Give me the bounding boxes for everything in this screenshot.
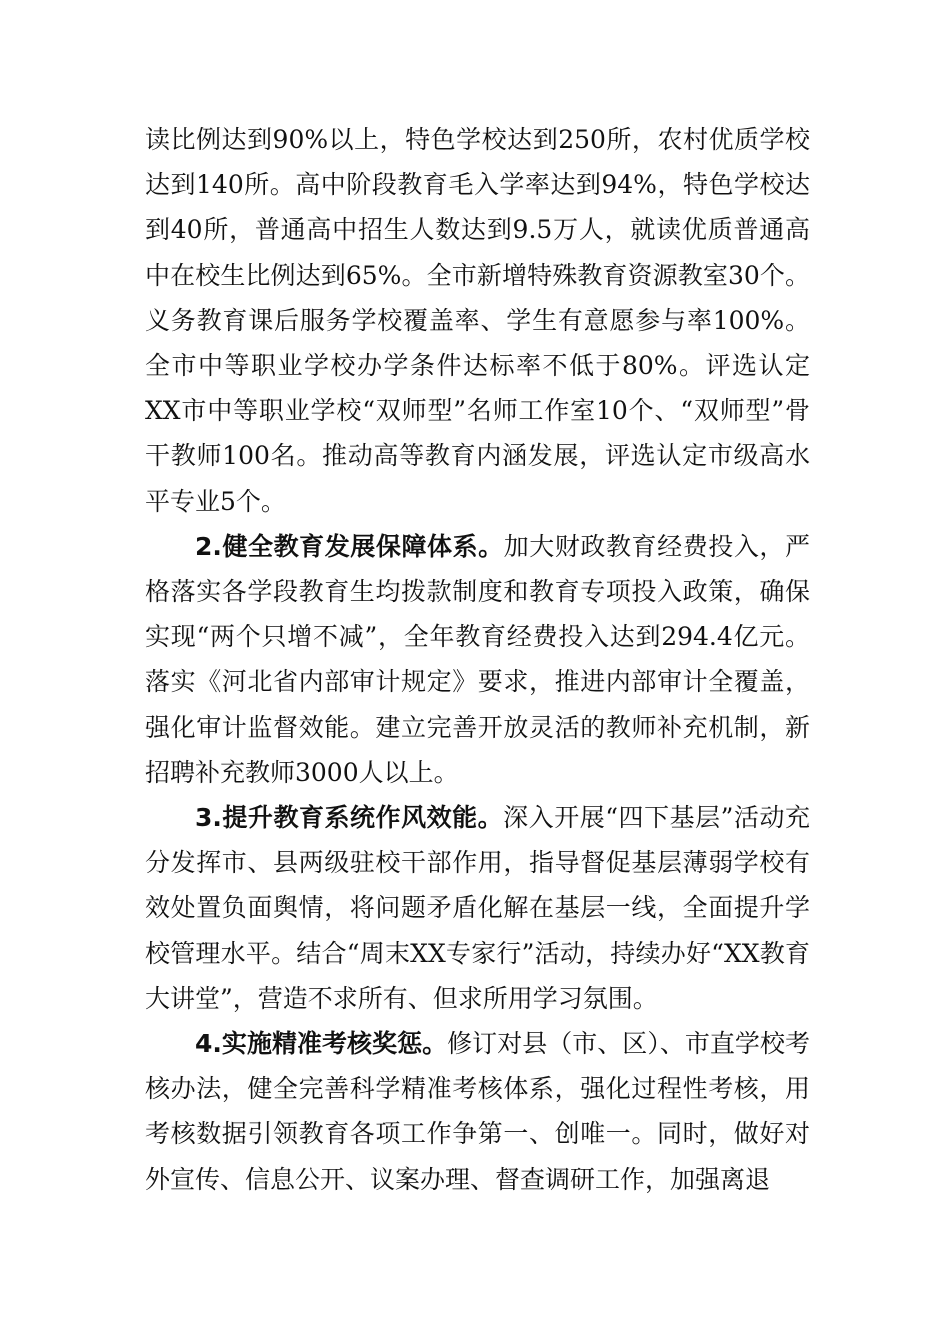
section-heading: 3.提升教育系统作风效能。	[195, 803, 504, 833]
paragraph-section-4	[145, 1021, 810, 1202]
section-heading: 4.实施精准考核奖惩。	[195, 1029, 448, 1059]
paragraph-continued	[145, 117, 810, 524]
paragraph-section-3	[145, 795, 810, 1021]
paragraph-text: 深入开展“四下基层”活动充分发挥市、县两级驻校干部作用，指导督促基层薄弱学校有效处置负面舆情，将问题矛盾化解在基层一线，全面提升学校管理水平。结合“周末XX专家行”活动，持续办好“XX教育大讲堂”，营造不求所有、但求所用学习氛围。	[145, 803, 810, 1013]
section-heading: 2.健全教育发展保障体系。	[195, 531, 504, 561]
document-body	[145, 117, 810, 1202]
paragraph-text: 读比例达到90%以上，特色学校达到250所，农村优质学校达到140所。高中阶段教育毛入学率达到94%，特色学校达到40所，普通高中招生人数达到9.5万人，就读优质普通高中在校生比例达到65%。全市新增特殊教育资源教室30个。义务教育课后服务学校覆盖率、学生有意愿参与率100%。全市中等职业学校办学条件达标率不低于80%。评选认定XX市中等职业学校“双师型”名师工作室10个、“双师型”骨干教师100名。推动高等教育内涵发展，评选认定市级高水平专业5个。	[145, 125, 810, 516]
paragraph-section-2	[145, 524, 810, 795]
paragraph-text: 加大财政教育经费投入，严格落实各学段教育生均拨款制度和教育专项投入政策，确保实现“两个只增不减”，全年教育经费投入达到294.4亿元。落实《河北省内部审计规定》要求，推进内部审计全覆盖，强化审计监督效能。建立完善开放灵活的教师补充机制，新招聘补充教师3000人以上。	[145, 531, 810, 787]
paragraph-text: 修订对县（市、区）、市直学校考核办法，健全完善科学精准考核体系，强化过程性考核，用考核数据引领教育各项工作争第一、创唯一。同时，做好对外宣传、信息公开、议案办理、督查调研工作，加强离退	[145, 1029, 810, 1194]
